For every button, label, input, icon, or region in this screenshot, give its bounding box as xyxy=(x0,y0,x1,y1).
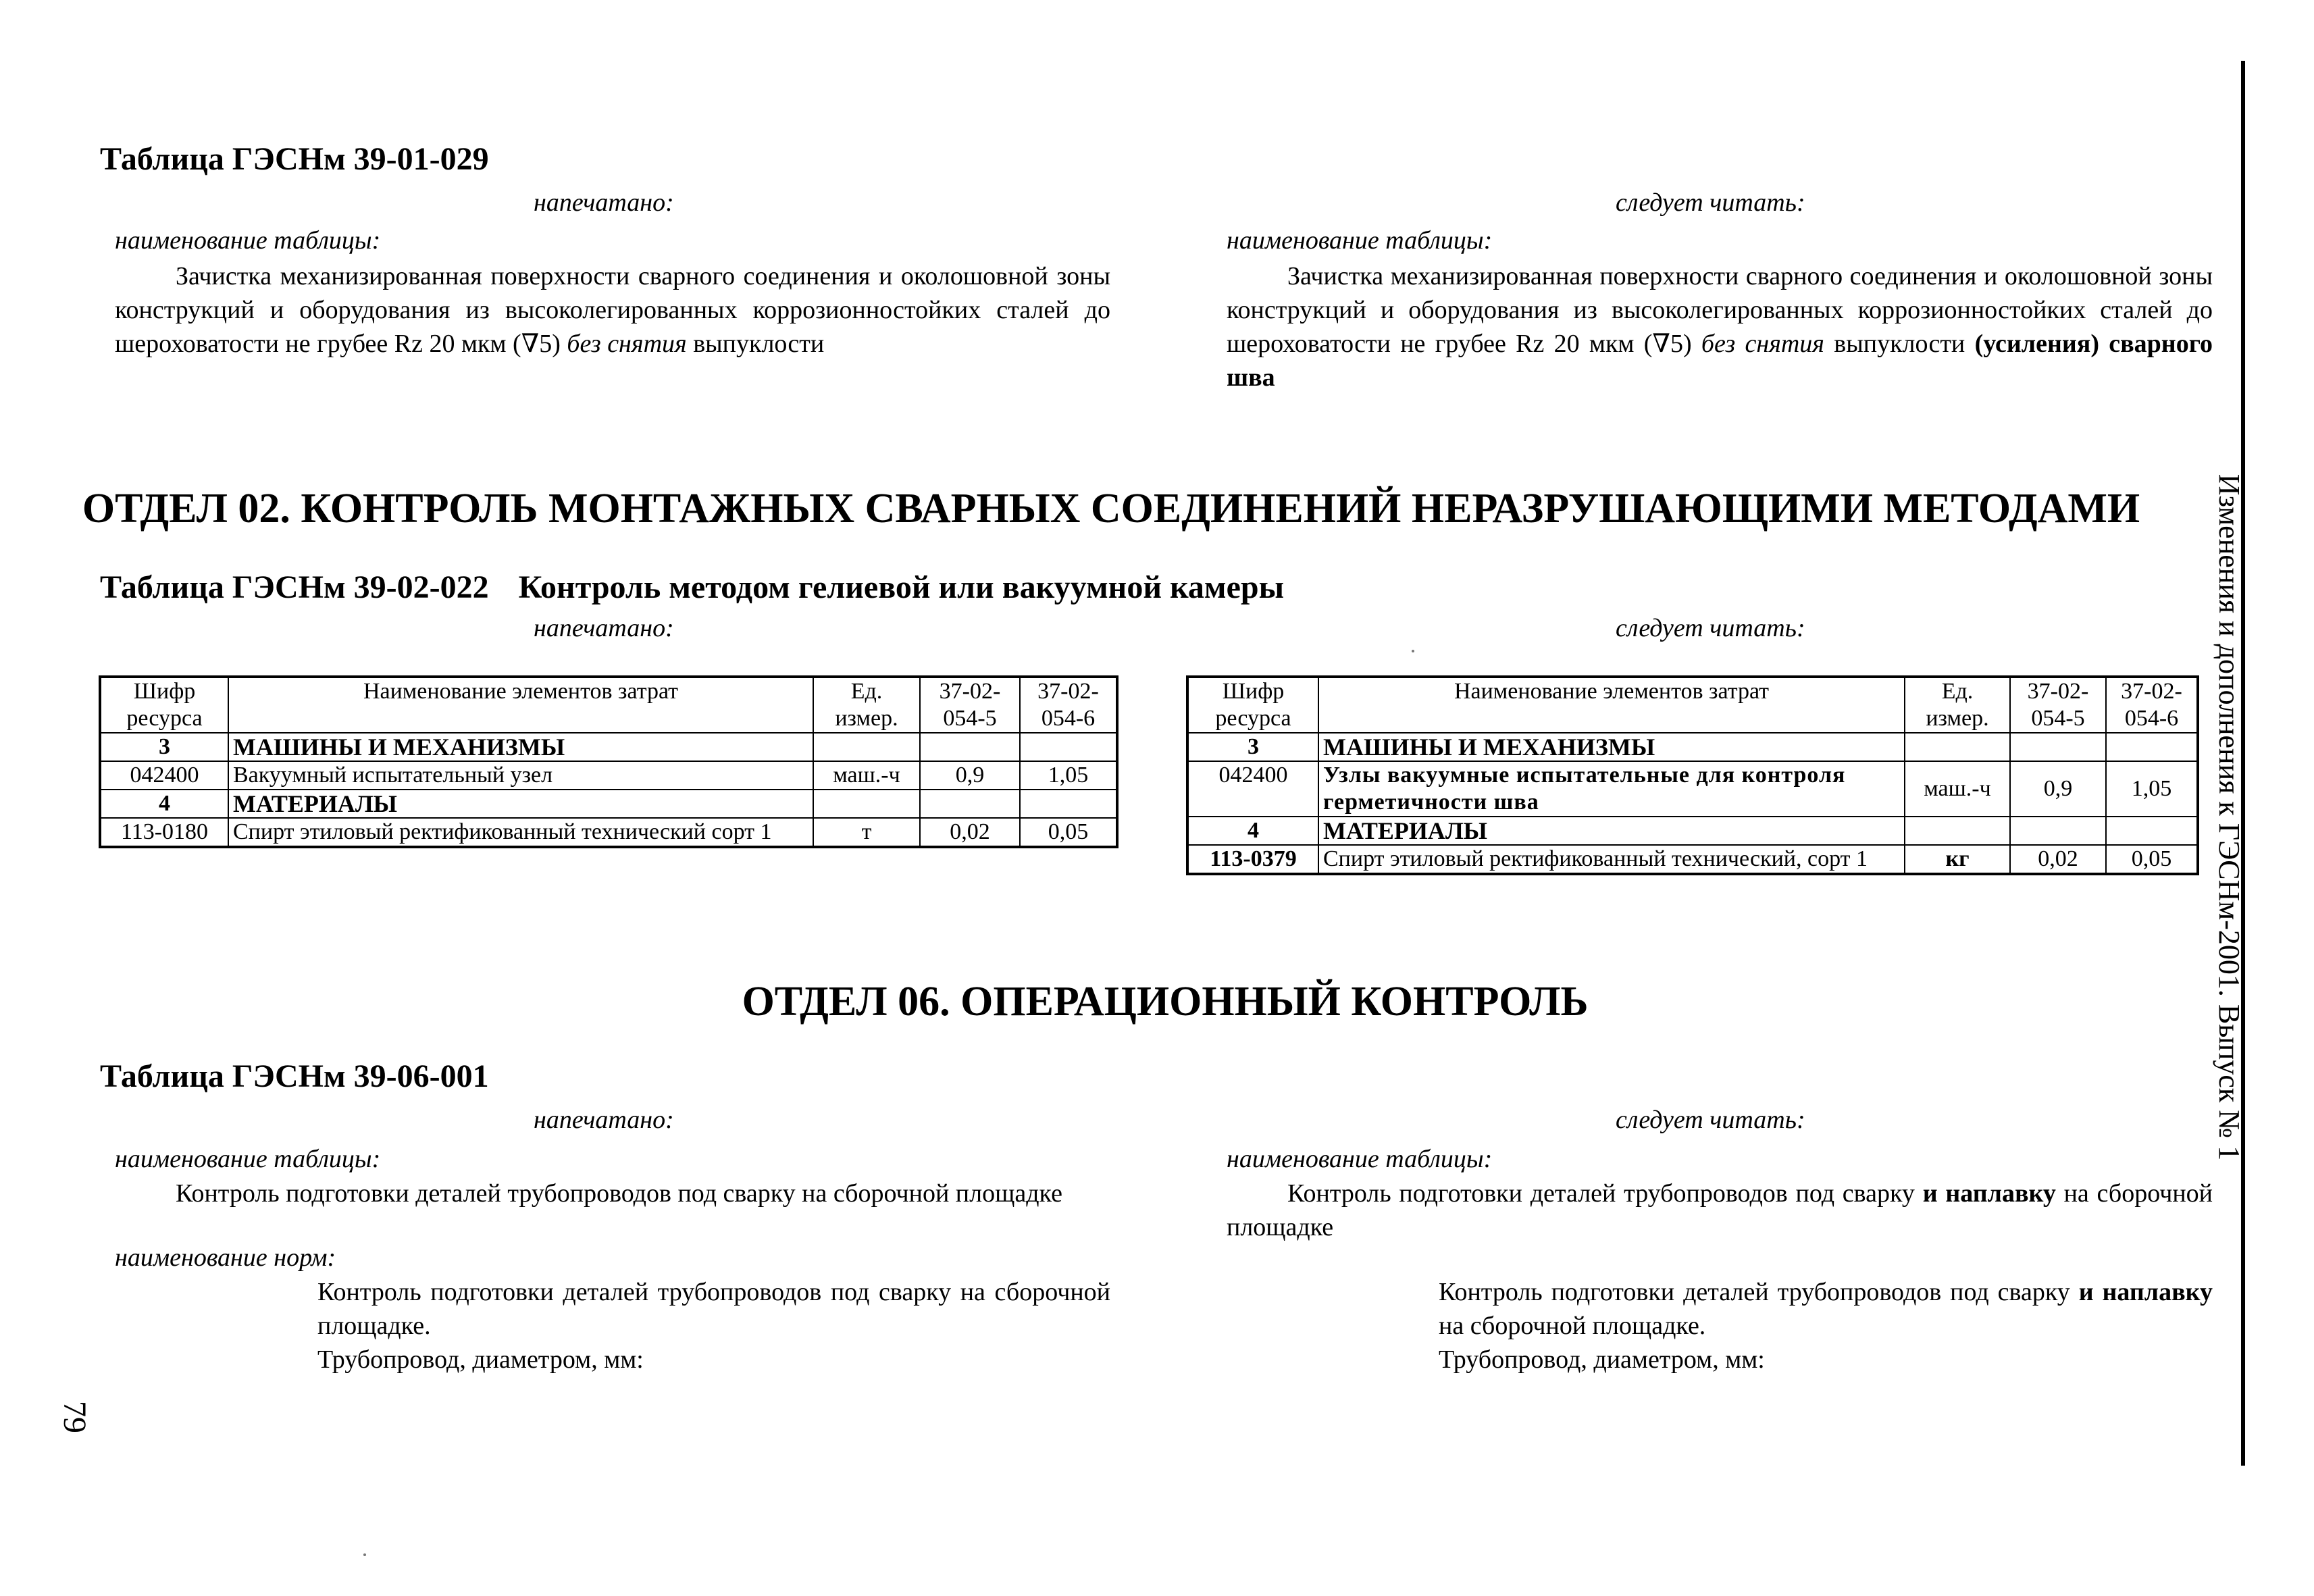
norm-name-label: наименование норм: xyxy=(115,1243,336,1272)
header-name: Наименование элементов затрат xyxy=(228,677,813,733)
norm-name-corrected-a: Контроль подготовки деталей трубопроводов под сварку xyxy=(1439,1278,2070,1306)
norm-name-corrected-b: на сборочной площадке. xyxy=(1439,1312,1706,1340)
row-unit: т xyxy=(813,818,920,847)
row-value-2: 1,05 xyxy=(2106,761,2198,817)
row-name: Спирт этиловый ректификованный технический сорт 1 xyxy=(228,818,813,847)
page-number: 79 xyxy=(57,1401,93,1433)
row-name: Узлы вакуумные испытательные для контроля герметичности шва xyxy=(1318,761,1905,817)
row-unit: кг xyxy=(1905,845,2010,874)
table-name-corrected-3-text-b: на сборочной площадке xyxy=(1227,1179,2213,1241)
table-name-printed-3 xyxy=(115,1177,1110,1210)
norm-name-printed: Контроль подготовки деталей трубопроводов под сварку на сборочной площадке. xyxy=(317,1278,1110,1340)
table-header-row xyxy=(1187,677,2198,733)
row-value-2: 1,05 xyxy=(1020,761,1117,790)
printed-label-3: напечатано: xyxy=(534,1106,674,1134)
row-value-2: 0,05 xyxy=(2106,845,2198,874)
table-name-corrected-3-text-a: Контроль подготовки деталей трубопроводов под сварку xyxy=(1287,1179,1915,1208)
row-value-1: 0,02 xyxy=(920,818,1020,847)
section-02-heading: ОТДЕЛ 02. КОНТРОЛЬ МОНТАЖНЫХ СВАРНЫХ СОЕДИНЕНИЙ НЕРАЗРУШАЮЩИМИ МЕТОДАМИ xyxy=(82,486,2140,532)
table-name-corrected-end: выпуклости xyxy=(1834,330,1965,358)
row-value-1: 0,02 xyxy=(2010,845,2106,874)
table-name-printed-3-text: Контроль подготовки деталей трубопроводов под сварку на сборочной площадке xyxy=(176,1179,1062,1208)
table-row xyxy=(1187,817,2198,845)
table-title-39-02-022 xyxy=(100,569,1284,607)
resource-table-corrected xyxy=(1186,675,2199,875)
scan-speck xyxy=(1412,650,1414,652)
header-unit: Ед. измер. xyxy=(813,677,920,733)
table-name-corrected-3 xyxy=(1227,1177,2213,1244)
table-name-printed-end: выпуклости xyxy=(693,330,825,358)
row-code: 4 xyxy=(1187,817,1318,845)
section-06-heading: ОТДЕЛ 06. ОПЕРАЦИОННЫЙ КОНТРОЛЬ xyxy=(742,979,1589,1025)
table-title-name: Контроль методом гелиевой или вакуумной камеры xyxy=(518,569,1285,605)
table-name-label-right-3: наименование таблицы: xyxy=(1227,1145,1493,1173)
resource-table-printed xyxy=(99,675,1119,848)
header-col2: 37-02-054-6 xyxy=(2106,677,2198,733)
header-code: Шифр ресурса xyxy=(1187,677,1318,733)
row-name: МАТЕРИАЛЫ xyxy=(228,790,813,818)
table-name-label-right: наименование таблицы: xyxy=(1227,226,1493,255)
should-read-label: следует читать: xyxy=(1616,188,1805,217)
table-name-corrected-italic: без снятия xyxy=(1701,330,1824,358)
row-code: 113-0379 xyxy=(1187,845,1318,874)
table-row xyxy=(1187,733,2198,761)
table-row xyxy=(100,733,1117,761)
table-name-printed-italic: без снятия xyxy=(567,330,687,358)
row-value-1: 0,9 xyxy=(2010,761,2106,817)
row-code: 4 xyxy=(100,790,228,818)
row-code: 3 xyxy=(1187,733,1318,761)
table-row xyxy=(1187,761,2198,817)
header-name: Наименование элементов затрат xyxy=(1318,677,1905,733)
norm-name-corrected-bold: и наплавку xyxy=(2078,1278,2213,1306)
printed-label: напечатано: xyxy=(534,188,674,217)
sidebar-title: Изменения и дополнения к ГЭСНм-2001. Выпуск № 1 xyxy=(2213,473,2246,1161)
row-name: Вакуумный испытательный узел xyxy=(228,761,813,790)
should-read-label-3: следует читать: xyxy=(1616,1106,1805,1134)
table-name-printed xyxy=(115,259,1110,361)
row-unit: маш.-ч xyxy=(813,761,920,790)
table-title-39-06-001: Таблица ГЭСНм 39-06-001 xyxy=(100,1058,489,1094)
pipe-label-printed: Трубопровод, диаметром, мм: xyxy=(317,1345,644,1374)
header-code: Шифр ресурса xyxy=(100,677,228,733)
table-name-corrected-bold: (усиления) сварного шва xyxy=(1227,330,2213,392)
scan-speck xyxy=(363,1553,366,1556)
row-name: МАТЕРИАЛЫ xyxy=(1318,817,1905,845)
norm-name-corrected xyxy=(1439,1275,2213,1343)
table-name-label-left-3: наименование таблицы: xyxy=(115,1145,381,1173)
row-name: Спирт этиловый ректификованный технический, сорт 1 xyxy=(1318,845,1905,874)
row-code: 042400 xyxy=(100,761,228,790)
header-col2: 37-02-054-6 xyxy=(1020,677,1117,733)
row-value-1: 0,9 xyxy=(920,761,1020,790)
header-unit: Ед. измер. xyxy=(1905,677,2010,733)
row-code: 3 xyxy=(100,733,228,761)
should-read-label-2: следует читать: xyxy=(1616,614,1805,642)
table-title-39-01-029: Таблица ГЭСНм 39-01-029 xyxy=(100,141,489,177)
table-row xyxy=(100,761,1117,790)
table-row xyxy=(100,818,1117,847)
table-name-corrected xyxy=(1227,259,2213,394)
table-name-printed-text: Зачистка механизированная поверхности сварного соединения и околошовной зоны конструкций и оборудования из высоколегированных коррозионностойких сталей до шероховатости не грубее Rz 20 мкм (∇5) xyxy=(115,262,1110,358)
row-code: 042400 xyxy=(1187,761,1318,817)
row-value-2: 0,05 xyxy=(1020,818,1117,847)
table-name-label-left: наименование таблицы: xyxy=(115,226,381,255)
printed-label-2: напечатано: xyxy=(534,614,674,642)
row-name: МАШИНЫ И МЕХАНИЗМЫ xyxy=(1318,733,1905,761)
row-name: МАШИНЫ И МЕХАНИЗМЫ xyxy=(228,733,813,761)
table-row xyxy=(100,790,1117,818)
table-row xyxy=(1187,845,2198,874)
row-unit: маш.-ч xyxy=(1905,761,2010,817)
header-col1: 37-02-054-5 xyxy=(920,677,1020,733)
table-name-corrected-3-bold: и наплавку xyxy=(1922,1179,2056,1208)
row-code: 113-0180 xyxy=(100,818,228,847)
header-col1: 37-02-054-5 xyxy=(2010,677,2106,733)
pipe-label-corrected: Трубопровод, диаметром, мм: xyxy=(1439,1345,1765,1374)
table-title-code: Таблица ГЭСНм 39-02-022 xyxy=(100,569,489,605)
table-name-corrected-text: Зачистка механизированная поверхности сварного соединения и околошовной зоны конструкций и оборудования из высоколегированных коррозионностойких сталей до шероховатости не грубее Rz 20 мкм (∇5) xyxy=(1227,262,2213,358)
table-header-row xyxy=(100,677,1117,733)
